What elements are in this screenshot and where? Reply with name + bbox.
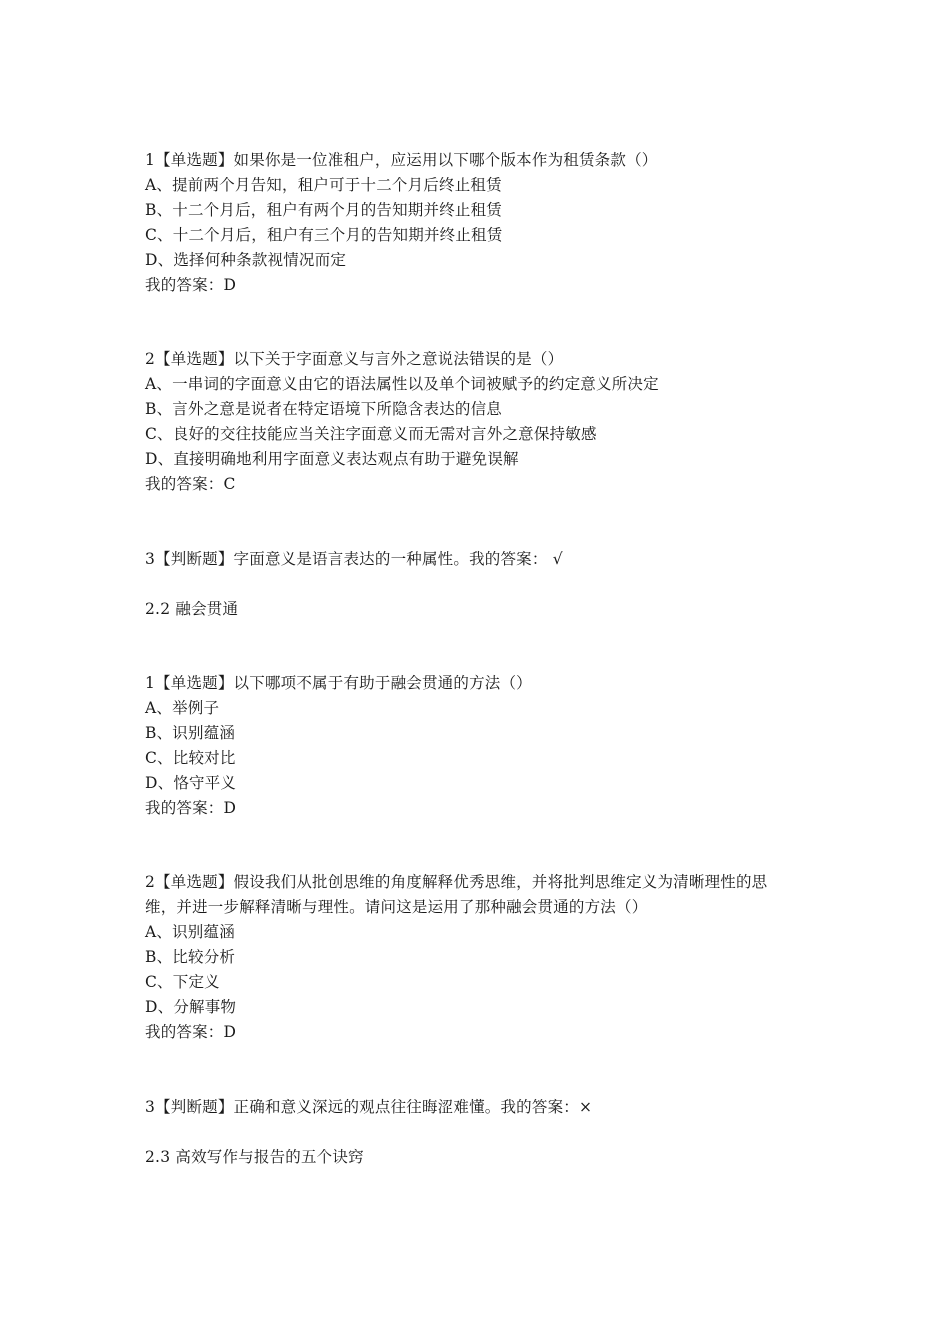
answer-option-c: C、下定义 xyxy=(145,973,220,991)
answer-option-a: A、一串词的字面意义由它的语法属性以及单个词被赋予的约定意义所决定 xyxy=(145,375,659,393)
answer-option-a: A、识别蕴涵 xyxy=(145,923,235,941)
answer-option-c: C、良好的交往技能应当关注字面意义而无需对言外之意保持敏感 xyxy=(145,425,597,443)
my-answer: 我的答案：D xyxy=(145,799,237,817)
answer-option-d: D、选择何种条款视情况而定 xyxy=(145,251,347,269)
answer-option-b: B、识别蕴涵 xyxy=(145,724,236,742)
question-stem: 2【单选题】以下关于字面意义与言外之意说法错误的是（） xyxy=(145,350,564,368)
question-stem: 2【单选题】假设我们从批创思维的角度解释优秀思维，并将批判思维定义为清晰理性的思 xyxy=(145,873,768,891)
section-heading: 2.3 高效写作与报告的五个诀窍 xyxy=(145,1148,364,1166)
answer-option-d: D、分解事物 xyxy=(145,998,237,1016)
my-answer: 我的答案：C xyxy=(145,475,236,493)
question-stem: 1【单选题】以下哪项不属于有助于融会贯通的方法（） xyxy=(145,674,532,692)
answer-option-c: C、十二个月后，租户有三个月的告知期并终止租赁 xyxy=(145,226,503,244)
section-heading: 2.2 融会贯通 xyxy=(145,600,239,618)
answer-option-a: A、提前两个月告知，租户可于十二个月后终止租赁 xyxy=(145,176,502,194)
answer-option-b: B、言外之意是说者在特定语境下所隐含表达的信息 xyxy=(145,400,502,418)
answer-option-d: D、直接明确地利用字面意义表达观点有助于避免误解 xyxy=(145,450,519,468)
true-false-question: 3【判断题】正确和意义深远的观点往往晦涩难懂。我的答案：× xyxy=(145,1098,593,1116)
question-stem-continued: 维，并进一步解释清晰与理性。请问这是运用了那种融会贯通的方法（） xyxy=(145,898,648,916)
answer-option-c: C、比较对比 xyxy=(145,749,236,767)
question-stem: 1【单选题】如果你是一位准租户，应运用以下哪个版本作为租赁条款（） xyxy=(145,151,658,169)
answer-option-a: A、举例子 xyxy=(145,699,220,717)
answer-option-b: B、比较分析 xyxy=(145,948,236,966)
answer-option-b: B、十二个月后，租户有两个月的告知期并终止租赁 xyxy=(145,201,502,219)
answer-option-d: D、恪守平义 xyxy=(145,774,237,792)
true-false-question: 3【判断题】字面意义是语言表达的一种属性。我的答案： √ xyxy=(145,550,563,568)
my-answer: 我的答案：D xyxy=(145,1023,237,1041)
my-answer: 我的答案：D xyxy=(145,276,237,294)
